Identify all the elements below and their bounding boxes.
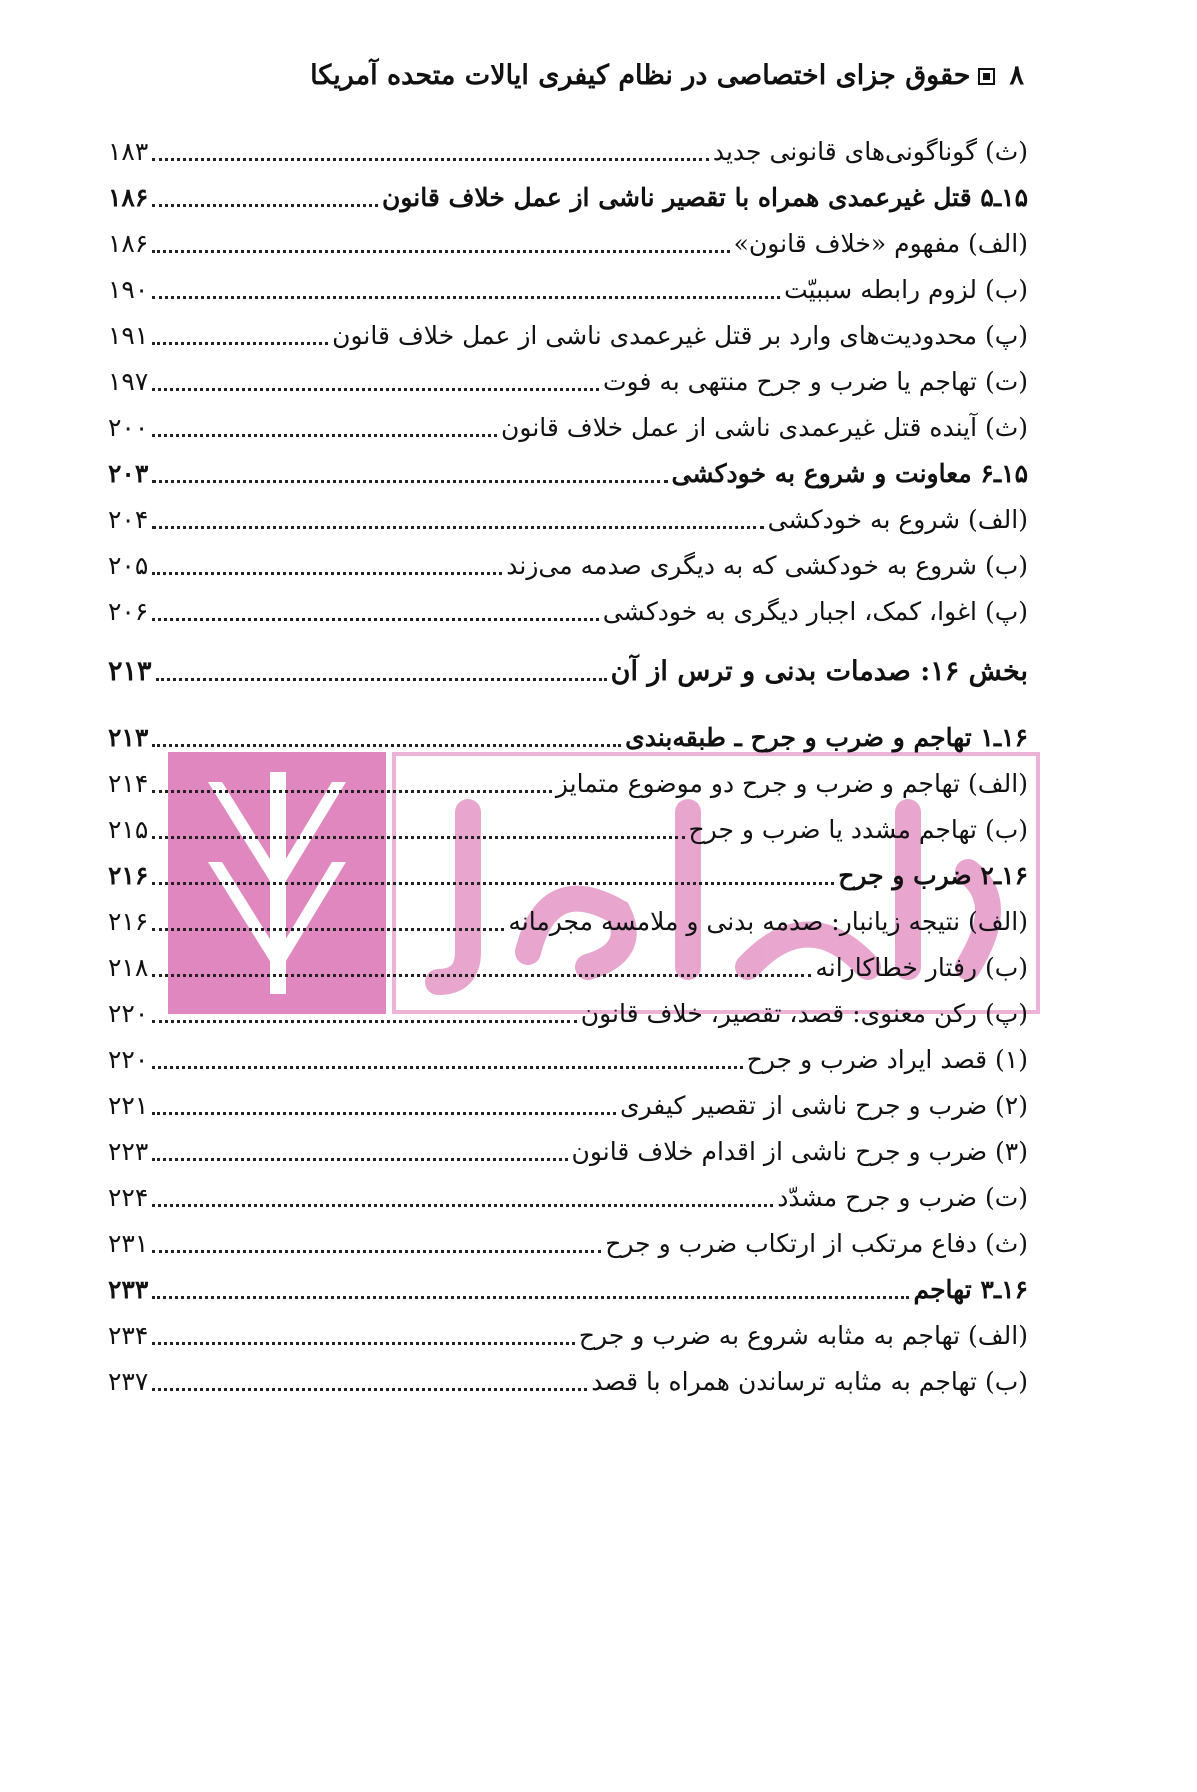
toc-entry[interactable]: (ب) تهاجم مشدد یا ضرب و جرح ۲۱۵ <box>108 815 1028 844</box>
toc-entry[interactable]: (۲) ضرب و جرح ناشی از تقصیر کیفری ۲۲۱ <box>108 1091 1028 1120</box>
toc-chapter-entry[interactable]: بخش ۱۶: صدمات بدنی و ترس از آن ۲۱۳ <box>108 656 1028 687</box>
toc-section-entry[interactable]: ۱۵ـ۵ قتل غیرعمدی همراه با تقصیر ناشی از عمل خلاف قانون ۱۸۶ <box>108 183 1028 212</box>
dot-leader <box>152 1066 742 1069</box>
running-header <box>310 56 1024 96</box>
toc-entry[interactable]: (۳) ضرب و جرح ناشی از اقدام خلاف قانون ۲۲۳ <box>108 1137 1028 1166</box>
dot-leader <box>152 928 504 931</box>
book-title: حقوق جزای اختصاصی در نظام کیفری ایالات متحده آمریکا <box>310 60 971 91</box>
dot-leader <box>152 480 667 483</box>
toc-entry[interactable]: (پ) محدودیت‌های وارد بر قتل غیرعمدی ناشی از عمل خلاف قانون ۱۹۱ <box>108 321 1028 350</box>
dot-leader <box>152 1020 576 1023</box>
dot-leader <box>152 572 502 575</box>
dot-leader <box>152 790 552 793</box>
toc-entry[interactable]: (ت) تهاجم یا ضرب و جرح منتهی به فوت ۱۹۷ <box>108 367 1028 396</box>
toc-entry[interactable]: (الف) مفهوم «خلاف قانون» ۱۸۶ <box>108 229 1028 258</box>
toc-entry[interactable]: (ب) شروع به خودکشی که به دیگری صدمه می‌زند ۲۰۵ <box>108 551 1028 580</box>
dot-leader <box>152 744 621 747</box>
toc-entry[interactable]: (پ) اغوا، کمک، اجبار دیگری به خودکشی ۲۰۶ <box>108 597 1028 626</box>
toc-section-entry[interactable]: ۱۶ـ۲ ضرب و جرح ۲۱۶ <box>108 861 1028 890</box>
dot-leader <box>152 1388 587 1391</box>
toc-entry[interactable]: (ث) گوناگونی‌های قانونی جدید ۱۸۳ <box>108 137 1028 166</box>
dot-leader <box>152 342 328 345</box>
dot-leader <box>152 204 378 207</box>
dot-leader <box>152 974 811 977</box>
dot-leader <box>152 618 598 621</box>
dot-leader <box>152 1112 616 1115</box>
toc-entry[interactable]: (ث) آینده قتل غیرعمدی ناشی از عمل خلاف قانون ۲۰۰ <box>108 413 1028 442</box>
toc-entry[interactable]: (ب) رفتار خطاکارانه ۲۱۸ <box>108 953 1028 982</box>
toc-entry[interactable]: (الف) تهاجم به مثابه شروع به ضرب و جرح ۲۳۴ <box>108 1321 1028 1350</box>
dot-leader <box>152 1250 601 1253</box>
dot-leader <box>152 434 497 437</box>
toc-entry[interactable]: (الف) شروع به خودکشی ۲۰۴ <box>108 505 1028 534</box>
dot-leader <box>152 1204 773 1207</box>
dot-leader <box>152 1296 909 1299</box>
toc-section-entry[interactable]: ۱۶ـ۱ تهاجم و ضرب و جرح ـ طبقه‌بندی ۲۱۳ <box>108 723 1028 752</box>
dot-leader <box>152 1158 567 1161</box>
square-bullet-icon <box>978 68 995 85</box>
dot-leader <box>152 526 763 529</box>
toc-entry[interactable]: (الف) نتیجه زیانبار: صدمه بدنی و ملامسه مجرمانه ۲۱۶ <box>108 907 1028 936</box>
toc-entry[interactable]: (الف) تهاجم و ضرب و جرح دو موضوع متمایز ۲۱۴ <box>108 769 1028 798</box>
dot-leader <box>152 250 729 253</box>
dot-leader <box>152 1342 575 1345</box>
toc-section-entry[interactable]: ۱۵ـ۶ معاونت و شروع به خودکشی ۲۰۳ <box>108 459 1028 488</box>
toc-entry[interactable]: (ث) دفاع مرتکب از ارتکاب ضرب و جرح ۲۳۱ <box>108 1229 1028 1258</box>
toc-entry[interactable]: (ت) ضرب و جرح مشدّد ۲۲۴ <box>108 1183 1028 1212</box>
dot-leader <box>152 296 780 299</box>
dot-leader <box>152 882 834 885</box>
dot-leader <box>152 388 599 391</box>
dot-leader <box>152 158 709 161</box>
toc-entry[interactable]: (ب) لزوم رابطه سببیّت ۱۹۰ <box>108 275 1028 304</box>
toc-entry[interactable]: (پ) رکن معنوی: قصد، تقصیر، خلاف قانون ۲۲۰ <box>108 999 1028 1028</box>
page-number: ۸ <box>1009 60 1024 91</box>
toc-entry[interactable]: (۱) قصد ایراد ضرب و جرح ۲۲۰ <box>108 1045 1028 1074</box>
toc-section-entry[interactable]: ۱۶ـ۳ تهاجم ۲۳۳ <box>108 1275 1028 1304</box>
dot-leader <box>156 678 607 681</box>
dot-leader <box>152 836 684 839</box>
toc-entry[interactable]: (ب) تهاجم به مثابه ترساندن همراه با قصد ۲۳۷ <box>108 1367 1028 1396</box>
